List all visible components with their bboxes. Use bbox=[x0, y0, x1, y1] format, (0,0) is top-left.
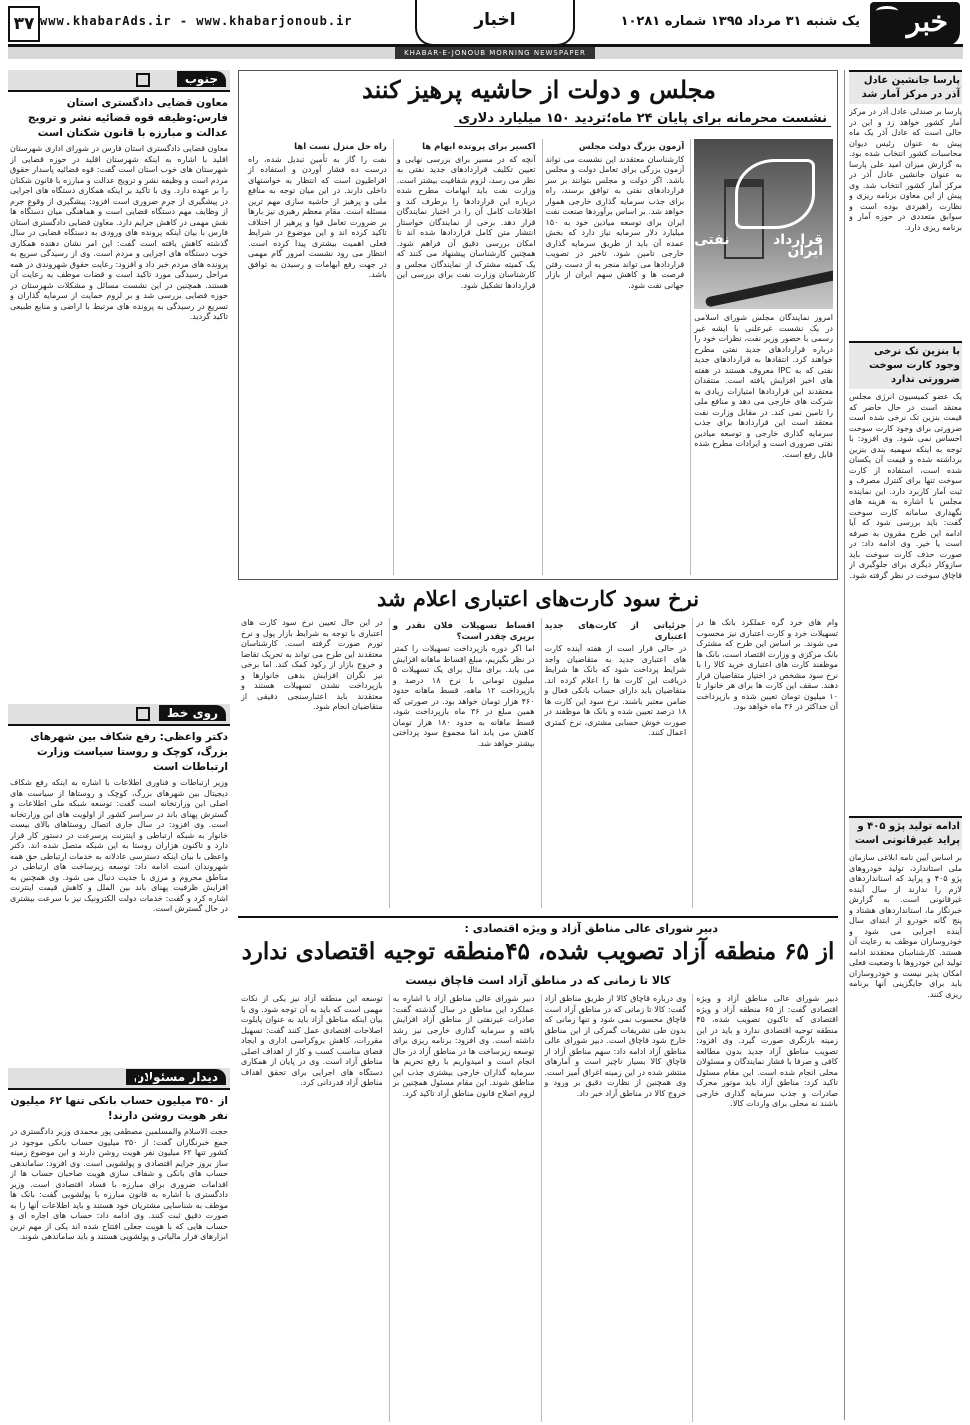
article-body: معاون قضایی دادگستری استان فارس در شورای اداری شهرستان اقلید با اشاره به اینکه شهرستان اقلید در حوزه قضایی از شهرستان های خوب استان است گفت: قوه قضائیه پاسدار حقوق مردم است و وظیفه نشر و ترویج عدالت و مبارزه با قانون شکنان را بر عهده دارد. وی با تاکید بر اینکه همکاری دستگاه های اجرایی در پیشگیری از جرم ضروری است افزود: پیشگیری از وقوع جرم از وظایف مهم دستگاه قضایی است و هماهنگی میان دستگاه ها نقش مهمی در کاهش جرایم دارد. معاون قضایی دادگستری استان فارس با بیان اینکه پرونده های ورودی به دستگاه قضایی در سال گذشته کاهش یافته است گفت: این امر نشان دهنده همکاری خوب دستگاه های اجرایی و مردم است. وی از رسیدگی سریع به پرونده های مردم خبر داد و افزود: رعایت حقوق شهروندی در همه مراحل رسیدگی مورد تاکید است و قضات موظف به رعایت آن هستند. همچنین در این نشست مسائل و مشکلات شهرستان در حوزه قضایی بررسی شد و بر لزوم حمایت از سرمایه گذاران و تسریع در رسیدگی به پرونده های مرتبط با اراضی و منابع طبیعی تاکید گردید. bbox=[10, 144, 228, 321]
section-header bbox=[8, 704, 230, 726]
lead-columns bbox=[245, 139, 833, 575]
lead-text: آنچه که در مسیر برای بررسی نهایی و تعیین تکلیف قراردادهای جدید نفتی به نظر می رسد، لزوم شفافیت بیشتر است. وزارت نفت باید ابهامات مطرح شده درباره این قراردادها را برطرف کند و اطلاعات کامل آن را در اختیار نمایندگان قرار دهد. برخی از نمایندگان خواستار انتشار متن کامل قراردادها شده اند تا امکان بررسی دقیق آن فراهم شود. همچنین کارشناسان پیشنهاد می کنند که یک کمیته مشترک از نمایندگان مجلس و کارشناسان وزارت نفت برای بررسی این قراردادها تشکیل شود. bbox=[396, 154, 536, 290]
brief-text: پارسا بر صندلی عادل آذر در مرکز آمار کشور خواهد زد و این در حالی است که عادل آذر یک ماه پیش به عنوان رئیس دیوان محاسبات کشور انتخاب شده بود. به گزارش میزان امید علی پارسا به عنوان جانشین عادل آذر در مرکز آمار کشور انتخاب شد. وی پیش از این معاون برنامه ریزی و نظارت راهبردی بوده است و سوابق متعددی در حوزه آمار و برنامه ریزی دارد. bbox=[849, 107, 962, 232]
brief-headline[interactable]: پارسا جانشین عادل آذر در مرکز آمار شد bbox=[849, 70, 962, 104]
freezone-column bbox=[238, 994, 383, 1422]
section-tag: روی خط bbox=[159, 705, 226, 721]
left-column bbox=[8, 70, 230, 1420]
freezone-column bbox=[541, 994, 687, 1422]
article-body: حجت الاسلام والمسلمین مصطفی پور محمدی وزیر دادگستری در جمع خبرنگاران گفت: از ۳۵۰ میلیون حساب بانکی موجود در کشور تنها ۶۲ میلیون نفر هویت روشن دارند و این موضوع زمینه ساز بروز جرایم اقتصادی و پولشویی است. وی افزود: ساماندهی حساب های بانکی و شفاف سازی هویت صاحبان حساب ها از اقدامات ضروری برای مبارزه با فساد اقتصادی است. وزیر دادگستری با اشاره به قانون مبارزه با پولشویی گفت: بانک ها موظف به شناسایی مشتریان خود هستند و باید اطلاعات آنها را به صورت دقیق ثبت کنند. وی ادامه داد: حساب های اجاره ای و حساب هایی که با هویت جعلی افتتاح شده اند یکی از مهم ترین ابزارهای فرار مالیاتی و پولشویی هستند و باید ساماندهی شوند. bbox=[10, 1127, 228, 1241]
article-headline[interactable]: از ۳۵۰ میلیون حساب بانکی تنها ۶۲ میلیون نفر هویت روشن دارند! bbox=[10, 1095, 228, 1122]
freezone-column bbox=[389, 994, 535, 1422]
photo-caption: قرارداد نفتی ایران bbox=[694, 232, 823, 259]
freezone-kicker: دبیر شورای عالی مناطق آزاد و ویژه اقتصادی : bbox=[464, 922, 718, 935]
article-headline[interactable]: معاون قضایی دادگستری استان فارس:وظیفه قوه قضائیه نشر و ترویج عدالت و مبارزه با قانون شکنان است bbox=[27, 97, 228, 139]
lead-photo bbox=[694, 139, 833, 309]
section-header bbox=[8, 70, 230, 92]
dateline: یک شنبه ۳۱ مرداد ۱۳۹۵ شماره ۱۰۲۸۱ bbox=[620, 14, 860, 29]
section-box-icon bbox=[136, 707, 150, 721]
freezone-headline[interactable]: از ۶۵ منطقه آزاد تصویب شده، ۴۵منطقه توجیه اقتصادی ندارد bbox=[241, 938, 835, 965]
freezone-text: دبیر شورای عالی مناطق آزاد با اشاره به عملکرد این مناطق در سال گذشته گفت: صادرات غیرنفتی از مناطق آزاد افزایش یافته و سرمایه گذاری خارجی نیز رشد داشته است. وی افزود: برنامه ریزی برای توسعه زیرساخت ها در مناطق آزاد در حال انجام است و امیدواریم با رفع تحریم ها سرمایه گذاران خارجی بیشتری جذب این مناطق شوند. این مقام مسئول همچنین بر لزوم اصلاح قانون مناطق آزاد تاکید کرد. bbox=[392, 994, 535, 1098]
freezone-subtitle: کالا تا زمانی که در مناطق آزاد است قاچاق نیست bbox=[405, 974, 671, 987]
credit-column bbox=[389, 618, 535, 908]
credit-text: در این حال تعیین نرخ سود کارت های اعتباری با توجه به شرایط بازار پول و نرخ تورم صورت گرفته است. کارشناسان معتقدند این طرح می تواند به تحریک تقاضا و خروج بازار از رکود کمک کند. اما برخی نیز نگران افزایش بدهی خانوارها و بازپرداخت نشدن تسهیلات هستند و معتقدند باید اعتبارسنجی دقیقی از متقاضیان انجام شود. bbox=[241, 618, 383, 711]
section-tag: جنوب bbox=[177, 71, 226, 87]
freezone-text: وی درباره قاچاق کالا از طریق مناطق آزاد گفت: کالا تا زمانی که در مناطق آزاد است قاچاق محسوب نمی شود و تنها زمانی که بدون طی تشریفات گمرکی از این مناطق خارج شود قاچاق است. دبیر شورای عالی مناطق آزاد ادامه داد: سهم مناطق آزاد از قاچاق کالا بسیار ناچیز است و آمارهای منتشر شده در این زمینه اغراق آمیز است. وی همچنین از نظارت دقیق بر ورود و خروج کالا در مناطق آزاد خبر داد. bbox=[544, 994, 687, 1098]
lead-subhead: آزمون بزرگ دولت مجلس bbox=[578, 142, 685, 152]
freezone-columns bbox=[238, 994, 838, 1422]
lead-article bbox=[238, 70, 838, 580]
logo-swoosh-icon bbox=[876, 6, 898, 16]
freezone-column bbox=[692, 994, 838, 1422]
credit-columns bbox=[238, 618, 838, 908]
lead-text: کارشناسان معتقدند این نشست می تواند آزمون بزرگی برای تعامل دولت و مجلس باشد. اگر دولت و مجلس بتوانند بر سر قراردادهای نفتی به توافق برسند، راه برای جذب سرمایه گذاری خارجی هموار خواهد شد. بر اساس برآوردها صنعت نفت ایران برای توسعه میادین خود به ۱۵۰ میلیارد دلار سرمایه نیاز دارد که بخش عمده آن باید از طریق سرمایه گذاری خارجی تامین شود. تاخیر در تصویب قراردادها می تواند منجر به از دست رفتن فرصت ها و کاهش سهم ایران از بازار جهانی نفت شود. bbox=[545, 154, 685, 290]
credit-text: وام های خرد گره عملکرد بانک ها در تسهیلات خرد و کارت اعتباری نیز محسوب می شوند. بر اساس این طرح که مشترک بانک مرکزی و وزارت اقتصاد است، بانک ها موظفند کارت های اعتباری خرید کالا را با نرخ سود مشخص در اختیار متقاضیان قرار دهند. سقف این کارت ها برای هر خانوار تا ۱۰ میلیون تومان تعیین شده و بازپرداخت آن حداکثر در ۳۶ ماه خواهد بود. bbox=[696, 618, 838, 711]
center-content bbox=[238, 70, 838, 1420]
masthead bbox=[0, 0, 970, 62]
lead-column bbox=[690, 139, 833, 575]
credit-column bbox=[541, 618, 687, 908]
credit-subhead: اقساط تسهیلات فلان نقدر و برپری چقدر است؟ bbox=[392, 621, 535, 642]
lead-subhead: راه حل منزل نست اها bbox=[294, 142, 387, 152]
english-name: KHABAR-E-JONOUB MORNING NEWSPAPER bbox=[395, 47, 595, 59]
section-box-icon bbox=[136, 73, 150, 87]
right-column bbox=[844, 70, 962, 1420]
brief-headline[interactable]: با بنزین تک نرخی وجود کارت سوخت ضرورتی ندارد bbox=[849, 341, 962, 389]
lead-subtitle: نشست محرمانه برای پایان ۲۴ ماه؛تردید ۱۵۰ میلیارد دلاری bbox=[454, 111, 831, 127]
brief-text: بر اساس آیین نامه ابلاغی سازمان ملی استاندارد، تولید خودروهای پژو ۴۰۵ و پراید که استانداردهای لازم را ندارند از سال آینده غیرقانونی است. به گزارش خبرنگار ما، استانداردهای هشتاد و پنج گانه خودرو از ابتدای سال آینده اجرایی می شود و خودروسازان موظف به رعایت آن هستند. کارشناسان معتقدند ادامه تولید این خودروها با وضعیت فعلی امکان پذیر نیست و خودروسازان باید برای جایگزینی آنها برنامه ریزی کنند. bbox=[849, 853, 962, 999]
page-number: ۳۷ bbox=[8, 6, 40, 42]
lead-column bbox=[245, 139, 387, 575]
newspaper-logo[interactable] bbox=[870, 2, 960, 46]
freezone-article bbox=[238, 916, 838, 1420]
brief-text: یک عضو کمیسیون انرژی مجلس معتقد است در حال حاضر که قیمت بنزین تک نرخی شده است ضرورتی برای وجود کارت سوخت احساس نمی شود. وی افزود: با توجه به اینکه سهمیه بندی بنزین برداشته شده و قیمت آن یکسان شده است، استفاده از کارت سوخت تنها برای کنترل مصرف و ثبت آمار کاربرد دارد. این نماینده مجلس با اشاره به هزینه های نگهداری سامانه کارت سوخت گفت: باید بررسی شود که آیا ادامه این طرح مقرون به صرفه است یا خیر. وی ادامه داد: در صورت حذف کارت سوخت باید سازوکار دیگری برای جلوگیری از قاچاق سوخت در نظر گرفته شود. bbox=[849, 392, 962, 580]
lead-text: امروز نمایندگان مجلس شورای اسلامی در یک نشست غیرعلنی با ایشه غیر رسمی با حضور وزیر نفت، نظرات خود را درباره قراردادهای جدید نفتی مطرح خواهند کرد. انتقادها به قراردادهای جدید نفتی که به IPC معروف هستند در هفته های اخیر افزایش یافته است. منتقدان معتقدند این قراردادها امتیازات زیادی به شرکت های خارجی می دهد و منافع ملی را تامین نمی کند. در مقابل وزارت نفت معتقد است این قراردادها برای جذب سرمایه گذاری خارجی و توسعه میادین نفتی ضروری است و ایرادات مطرح شده قابل رفع است. bbox=[694, 313, 833, 459]
brief-headline[interactable]: ادامه تولید پژو ۴۰۵ و پراید غیرقانونی است bbox=[849, 816, 962, 850]
article-body: وزیر ارتباطات و فناوری اطلاعات با اشاره به اینکه رفع شکاف دیجیتال بین شهرهای بزرگ، کوچک و روستاها از سیاست های اصلی این وزارتخانه است گفت: توسعه شبکه ملی اطلاعات و گسترش پهنای باند در سراسر کشور از اولویت های این وزارتخانه است. وی افزود: در سال جاری اتصال روستاهای بالای بیست خانوار به شبکه ارتباطی و اینترنت پرسرعت در دستور کار قرار دارد و تاکنون هزاران روستا به این شبکه متصل شده اند. دکتر واعظی با بیان اینکه دسترسی عادلانه به خدمات ارتباطی حق همه شهروندان است ادامه داد: توسعه زیرساخت های ارتباطی در مناطق محروم و مرزی با جدیت دنبال می شود. وی همچنین به افزایش ظرفیت پهنای باند بین الملل و کاهش قیمت اینترنت اشاره کرد و گفت: خدمات دولت الکترونیک نیز با سرعت بیشتری در حال گسترش است. bbox=[10, 778, 228, 913]
logo-text: خبر bbox=[906, 5, 948, 38]
lead-text: نفت را گاز به تأمین تبدیل شده، راه درست ده فشار آوردن و استفاده از افراطیون است که انتظار به خواستهای داخلی دارند. در این میان توجه به منافع ملی و پرهیز از حاشیه سازی مهم ترین مسئله است. مقام معظم رهبری نیز بارها بر ضرورت تعامل قوا و پرهیز از اختلاف تاکید کرده اند و این موضوع در شرایط فعلی اهمیت بیشتری پیدا کرده است. انتظار می رود نشست امروز گام مهمی در جهت رفع ابهامات و رسیدن به توافق باشد. bbox=[248, 154, 387, 279]
website-urls[interactable]: www.khabarAds.ir - www.khabarjonoub.ir bbox=[40, 14, 353, 28]
lead-headline[interactable]: مجلس و دولت از حاشیه پرهیز کنند bbox=[362, 75, 716, 104]
lead-column bbox=[393, 139, 536, 575]
credit-column bbox=[692, 618, 838, 908]
credit-headline[interactable]: نرخ سود کارت‌های اعتباری اعلام شد bbox=[376, 586, 700, 611]
section-header bbox=[8, 1068, 230, 1090]
credit-text: اما اگر دوره بازپرداخت تسهیلات را کمتر در نظر بگیریم، مبلغ اقساط ماهانه افزایش می یابد. برای مثال برای یک تسهیلات ۵ میلیون تومانی با نرخ ۱۸ درصد و بازپرداخت ۱۲ ماهه، قسط ماهانه حدود ۴۶۰ هزار تومان خواهد بود. در صورتی که همین مبلغ در ۳۶ ماه بازپرداخت شود، قسط ماهانه به حدود ۱۸۰ هزار تومان کاهش می یابد اما مجموع سود پرداختی بیشتر خواهد شد. bbox=[392, 644, 535, 748]
freezone-text: دبیر شورای عالی مناطق آزاد و ویژه اقتصادی گفت: از ۶۵ منطقه آزاد و ویژه اقتصادی که تاکنون تصویب شده، ۴۵ منطقه توجیه اقتصادی ندارد و باید در این زمینه بازنگری صورت گیرد. وی افزود: تصویب مناطق آزاد جدید بدون مطالعه کافی و صرفا با فشار نمایندگان و مسئولان محلی انجام شده است. این مقام مسئول تاکید کرد: مناطق آزاد باید موتور محرک صادرات و جذب سرمایه گذاری خارجی باشند نه محلی برای واردات کالا. bbox=[696, 994, 838, 1108]
lead-subhead: اکسیر برای پرونده ابهام ها bbox=[422, 142, 536, 152]
credit-subhead: جزئیاتی از کارت‌های جدید اعتباری bbox=[544, 621, 687, 642]
section-tag: دیدار مسئولان bbox=[126, 1069, 226, 1085]
pen-icon bbox=[705, 264, 833, 307]
credit-column bbox=[238, 618, 383, 908]
lead-column bbox=[542, 139, 685, 575]
contract-logo-icon bbox=[735, 159, 815, 229]
section-box-icon bbox=[136, 1071, 150, 1085]
freezone-text: توسعه این منطقه آزاد نیز یکی از نکات مهمی است که باید به آن توجه شود. وی با بیان اینکه مناطق آزاد باید به عنوان پایلوت اصلاحات اقتصادی عمل کنند گفت: تسهیل مقررات، کاهش بروکراسی اداری و ایجاد فضای مناسب کسب و کار از اهداف اصلی مناطق آزاد است. وی در پایان از همکاری دستگاه های اجرایی برای تحقق اهداف مناطق آزاد قدردانی کرد. bbox=[241, 994, 383, 1087]
section-title: اخبار bbox=[415, 0, 575, 46]
article-headline[interactable]: دکتر واعظی: رفع شکاف بین شهرهای بزرگ، کوچک و روستا سیاست وزارت ارتباطات است bbox=[30, 731, 228, 773]
credit-text: در حالی قرار است از هفته آینده کارت های اعتباری جدید به متقاضیان واجد شرایط پرداخت شود که بانک ها شرایط دریافت این کارت ها را اعلام کرده اند. متقاضیان باید دارای حساب بانکی فعال و ضامن معتبر باشند. نرخ سود این کارت ها ۱۸ درصد تعیین شده و بانک ها موظفند در صورت خوش حسابی مشتری، نرخ کمتری اعمال کنند. bbox=[544, 644, 687, 737]
